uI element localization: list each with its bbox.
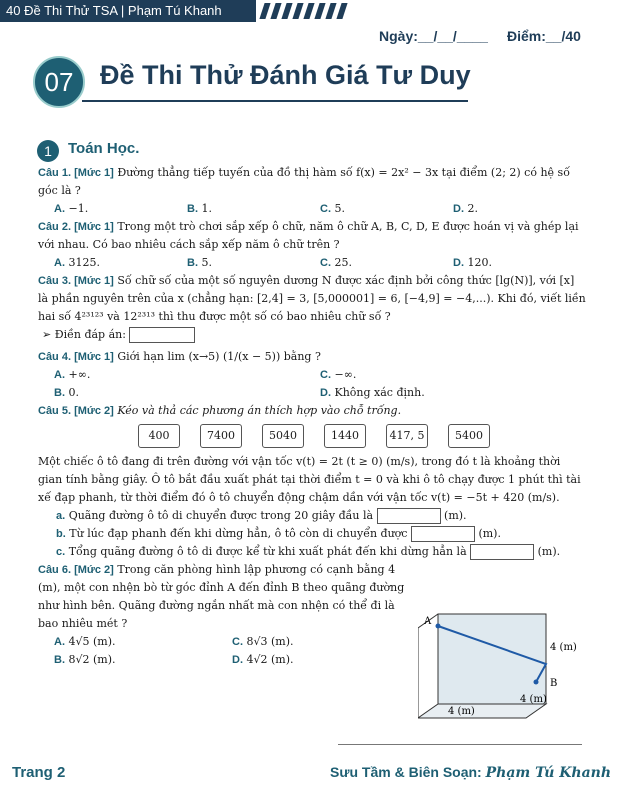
q2-option-c[interactable]: C. 25. [320,256,352,269]
footer-divider [338,744,582,745]
q5-drop-a[interactable] [377,508,441,524]
drag-chip[interactable]: 400 [138,424,180,448]
q3-answer-input[interactable] [129,327,195,343]
q4-option-d[interactable]: D. Không xác định. [320,386,425,399]
point-a-dot [436,624,441,629]
q4-option-b[interactable]: B. 0. [54,386,79,399]
q6-option-b[interactable]: B. 8√2 (m). [54,653,116,666]
q5-drop-c[interactable] [470,544,534,560]
q1-options [38,200,586,218]
footer-credit: Sưu Tầm & Biên Soạn: Phạm Tú Khanh [330,764,612,781]
cube-figure [418,606,598,726]
point-b-dot [534,680,539,685]
point-a-label: A [424,616,432,627]
drag-chip[interactable]: 1440 [324,424,366,448]
q2-option-a[interactable]: A. 3125. [54,256,100,269]
q5-sub-c: c. Tổng quãng đường ô tô di được kể từ khi xuất phát đến khi dừng hẳn là (m). [56,545,561,558]
drag-chip[interactable]: 5400 [448,424,490,448]
q1-option-a[interactable]: A. −1. [54,202,89,215]
title-underline [82,100,468,102]
q2-option-d[interactable]: D. 120. [453,256,492,269]
drag-chip[interactable]: 5040 [262,424,304,448]
q1-option-c[interactable]: C. 5. [320,202,345,215]
page-title: Đề Thi Thử Đánh Giá Tư Duy [100,60,471,90]
q6-option-c[interactable]: C. 8√3 (m). [232,635,294,648]
q2-options [38,254,586,272]
drag-chip[interactable]: 7400 [200,424,242,448]
question-4: Câu 4. [Mức 1] Giới hạn lim (x→5) (1/(x − 5)) bằng ? [38,350,321,363]
q6-option-d[interactable]: D. 4√2 (m). [232,653,294,666]
cube-floor [418,704,546,718]
question-3: Câu 3. [Mức 1] Số chữ số của một số nguyên dương N được xác định bởi công thức [lg(N)], với [x] là phần nguyên trên của x (chẳng hạn: [2,4] = 3, [5,000001] = 6, [−4,9] = −4,...). Khi đó, viết liền hai số 4²³¹²³ và 12²³¹³ thì thu được một số có bao nhiêu chữ số ? [38,274,586,323]
question-2: Câu 2. [Mức 1] Trong một trò chơi sắp xếp ô chữ, năm ô chữ A, B, C, D, E được hoán vị và ghép lại với nhau. Có bao nhiêu cách sắp xếp năm ô chữ trên ? [38,220,579,251]
edge-label-depth: 4 (m) [520,694,547,705]
q1-option-d[interactable]: D. 2. [453,202,478,215]
section-number: 1 [37,140,59,162]
q5-sub-b: b. Từ lúc đạp phanh đến khi dừng hẳn, ô tô còn di chuyển được (m). [56,527,501,540]
exam-number-badge: 07 [33,56,85,108]
q5-drop-b[interactable] [411,526,475,542]
section-title: Toán Học. [68,140,140,157]
score-field: Điểm:__/40 [507,28,581,44]
q1-option-b[interactable]: B. 1. [187,202,212,215]
page-number: Trang 2 [12,764,66,781]
q4-option-a[interactable]: A. +∞. [54,368,91,381]
question-6: Câu 6. [Mức 2] Trong căn phòng hình lập phương có cạnh bằng 4 (m), một con nhện bò từ góc đỉnh A đến đỉnh B theo quãng đường như hình bên. Quãng đường ngắn nhất mà con nhện có thể đi là bao nhiêu mét ? A. 4√5 (m). C. 8√3 (m). B. 8√2 (m). D. 4√2 (m). [38,561,410,669]
q6-options [38,633,410,669]
decorative-stripes [262,3,345,19]
q4-option-c[interactable]: C. −∞. [320,368,357,381]
drag-options [38,424,586,448]
q5-body: Một chiếc ô tô đang đi trên đường với vận tốc v(t) = 2t (t ≥ 0) (m/s), trong đó t là khoảng thời gian tính bằng giây. Ô tô bắt đầu xuất phát tại thời điểm t = 0 và khi ô tô chạy được 1 phút thì tài xế đạp phanh, từ thời điểm đó ô tô chuyển động chậm dần với vận tốc v(t) = −5t + 420 (m/s). [38,455,581,504]
q2-option-b[interactable]: B. 5. [187,256,212,269]
edge-label-width: 4 (m) [448,706,475,717]
q6-option-a[interactable]: A. 4√5 (m). [54,635,116,648]
date-field: Ngày:__/__/____ [379,28,488,44]
question-5: Câu 5. [Mức 2] Kéo và thả các phương án thích hợp vào chỗ trống. [38,404,402,417]
q3-answer-row: ➢ Điền đáp án: [38,326,586,344]
q4-options [38,366,586,402]
questions [38,164,586,669]
q5-sub-a: a. Quãng đường ô tô di chuyển được trong 20 giây đầu là (m). [56,509,467,522]
edge-label-height: 4 (m) [550,642,577,653]
point-b-label: B [550,678,558,689]
drag-chip[interactable]: 417, 5 [386,424,428,448]
question-1: Câu 1. [Mức 1] Đường thẳng tiếp tuyến của đồ thị hàm số f(x) = 2x² − 3x tại điểm (2; 2) có hệ số góc là ? [38,166,570,197]
series-banner: 40 Đề Thi Thử TSA | Phạm Tú Khanh [0,0,256,22]
